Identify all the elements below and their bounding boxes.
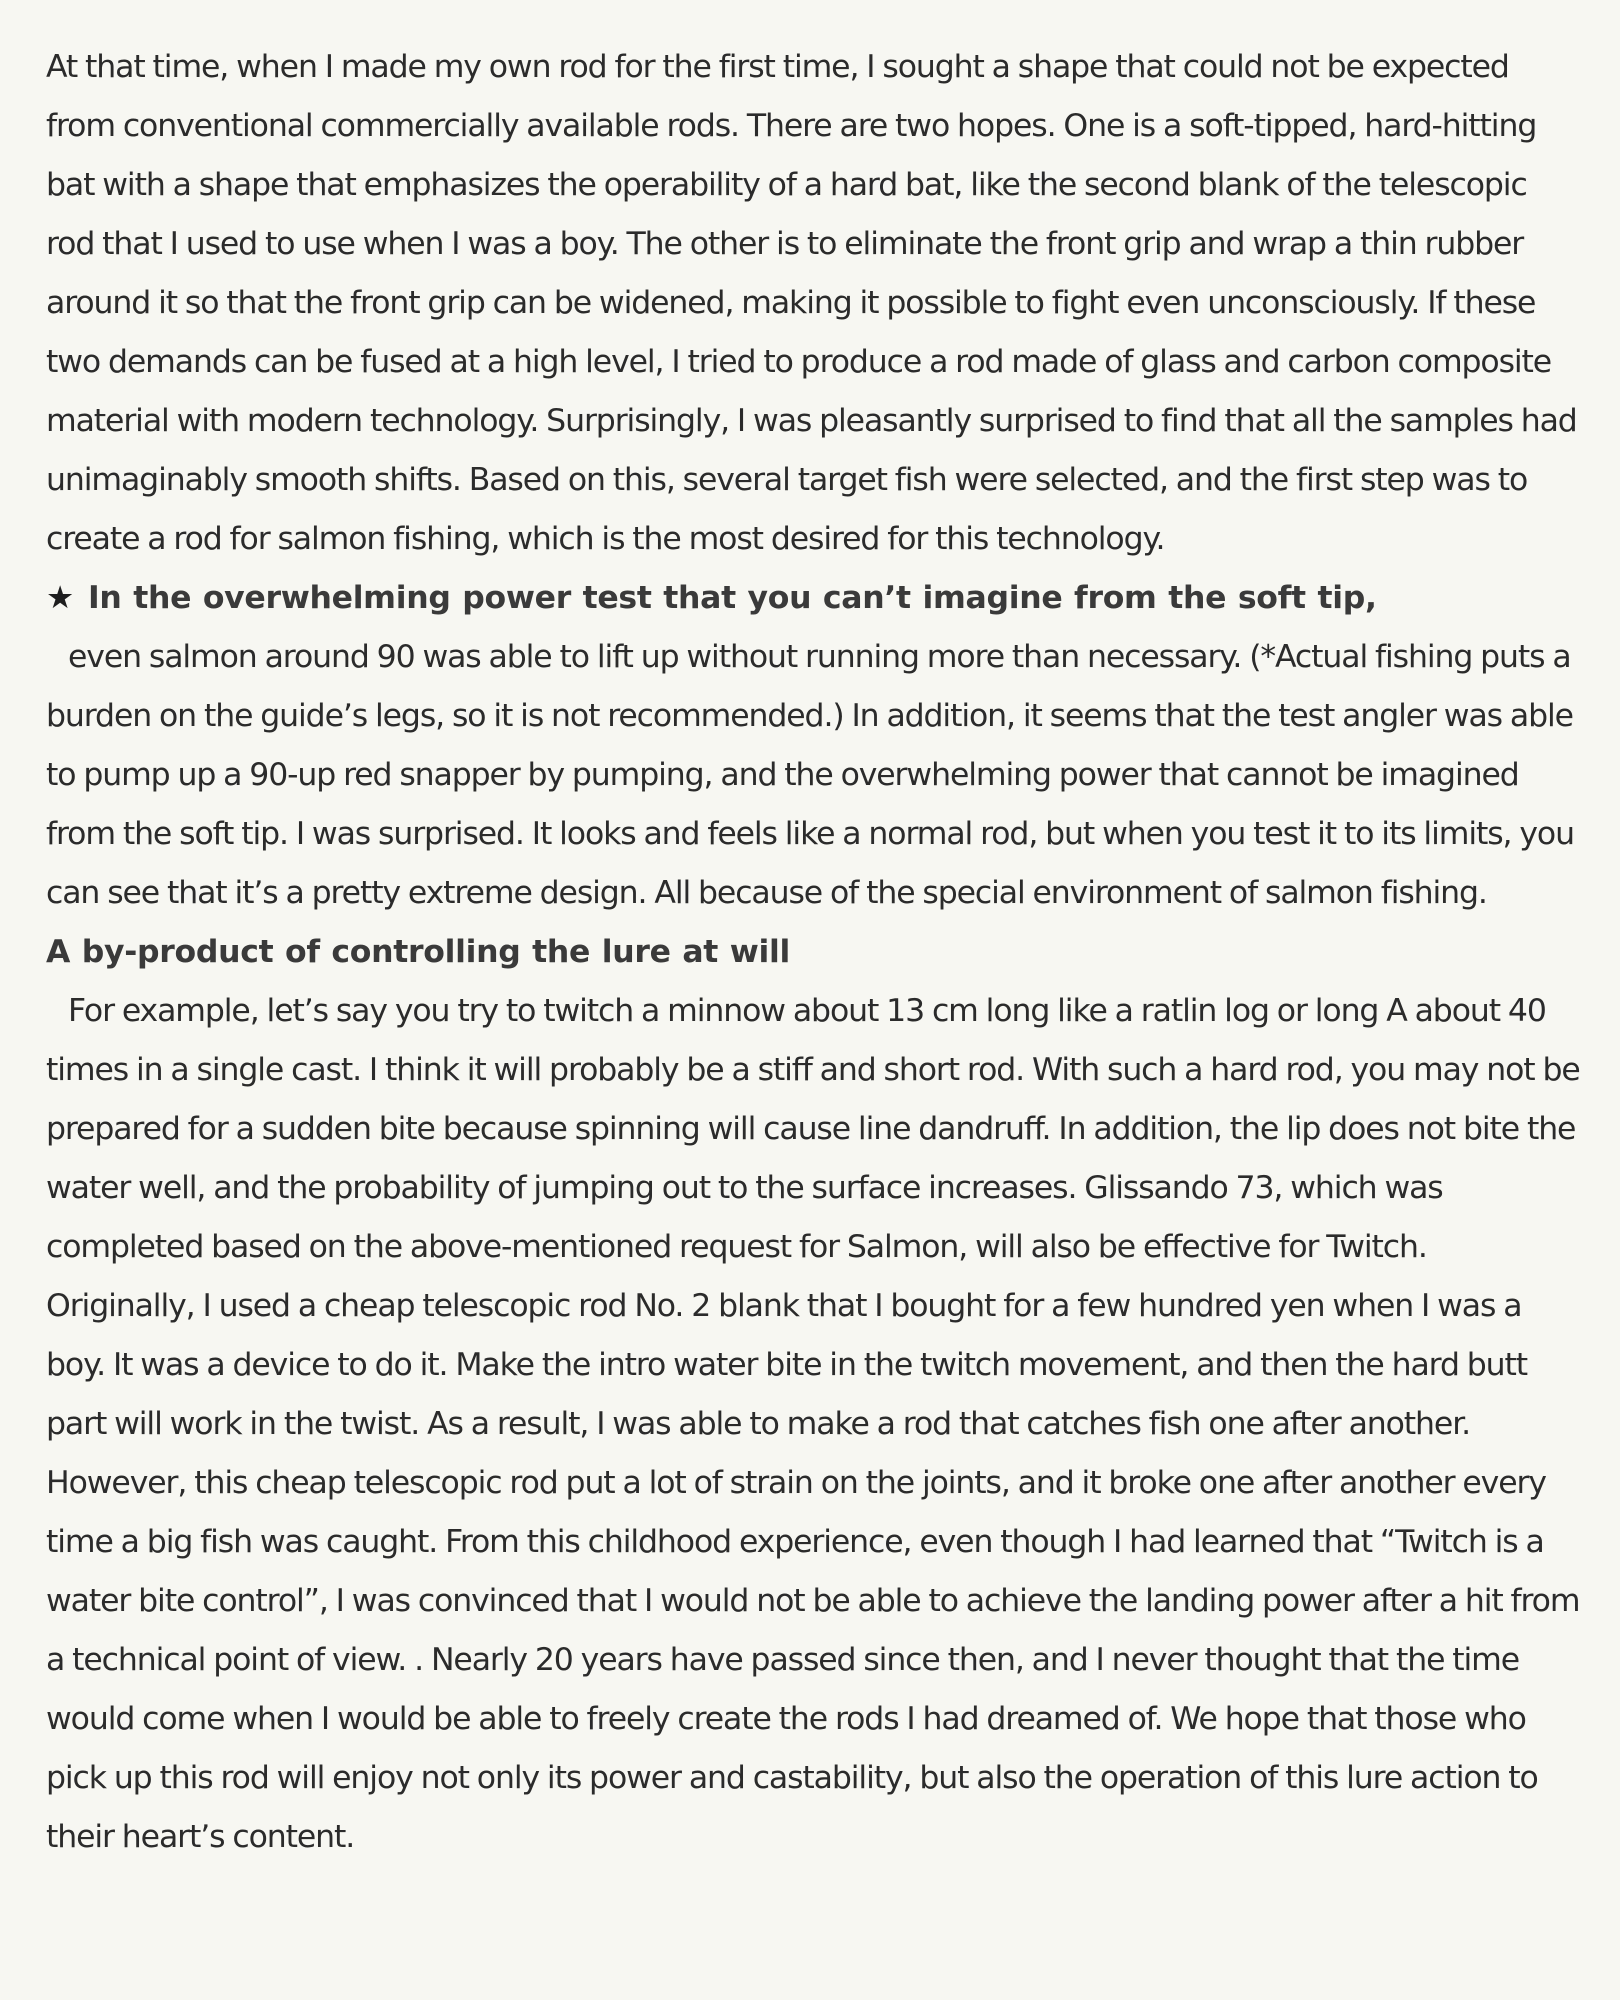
lure-control-heading: A by-product of controlling the lure at will (46, 934, 790, 970)
intro-paragraph: At that time, when I made my own rod for the first time, I sought a shape that could not be expected from conventional commercially available rods. There are two hopes. One is a soft-tipped, hard-hitting bat with a shape that emphasizes the operability of a hard bat, like the second blank of the telescopic rod that I used to use when I was a boy. The other is to eliminate the front grip and wrap a thin rubber around it so that the front grip can be widened, making it possible to fight even unconsciously. If these two demands can be fused at a high level, I tried to produce a rod made of glass and carbon composite material with modern technology. Surprisingly, I was pleasantly surprised to find that all the samples had unimaginably smooth shifts. Based on this, several target fish were selected, and the first step was to create a rod for salmon fishing, which is the most desired for this technology. (46, 49, 1577, 557)
power-test-heading-text: In the overwhelming power test that you can’t imagine from the soft tip, (88, 580, 1377, 616)
power-test-paragraph: even salmon around 90 was able to lift up without running more than necessary. (*Actual fishing puts a burden on the guide’s legs, so it is not recommended.) In addition, it seems that the test angler was able to pump up a 90-up red snapper by pumping, and the overwhelming power that cannot be imagined from the soft tip. I was surprised. It looks and feels like a normal rod, but when you test it to its limits, you can see that it’s a pretty extreme design. All because of the special environment of salmon fishing. (46, 639, 1574, 911)
star-icon: ★ (46, 580, 74, 616)
lure-control-paragraph: For example, let’s say you try to twitch a minnow about 13 cm long like a ratlin log or long A about 40 times in a single cast. I think it will probably be a stiff and short rod. With such a hard rod, you may not be prepared for a sudden bite because spinning will cause line dandruff. In addition, the lip does not bite the water well, and the probability of jumping out to the surface increases. Glissando 73, which was completed based on the above-mentioned request for Salmon, will also be effective for Twitch. Originally, I used a cheap telescopic rod No. 2 blank that I bought for a few hundred yen when I was a boy. It was a device to do it. Make the intro water bite in the twitch movement, and then the hard butt part will work in the twist. As a result, I was able to make a rod that catches fish one after another. However, this cheap telescopic rod put a lot of strain on the joints, and it broke one after another every time a big fish was caught. From this childhood experience, even though I had learned that “Twitch is a water bite control”, I was convinced that I would not be able to achieve the landing power after a hit from a technical point of view. . Nearly 20 years have passed since then, and I never thought that the time would come when I would be able to freely create the rods I had dreamed of. We hope that those who pick up this rod will enjoy not only its power and castability, but also the operation of this lure action to their heart’s content. (46, 993, 1580, 1855)
power-test-heading (46, 569, 1580, 628)
